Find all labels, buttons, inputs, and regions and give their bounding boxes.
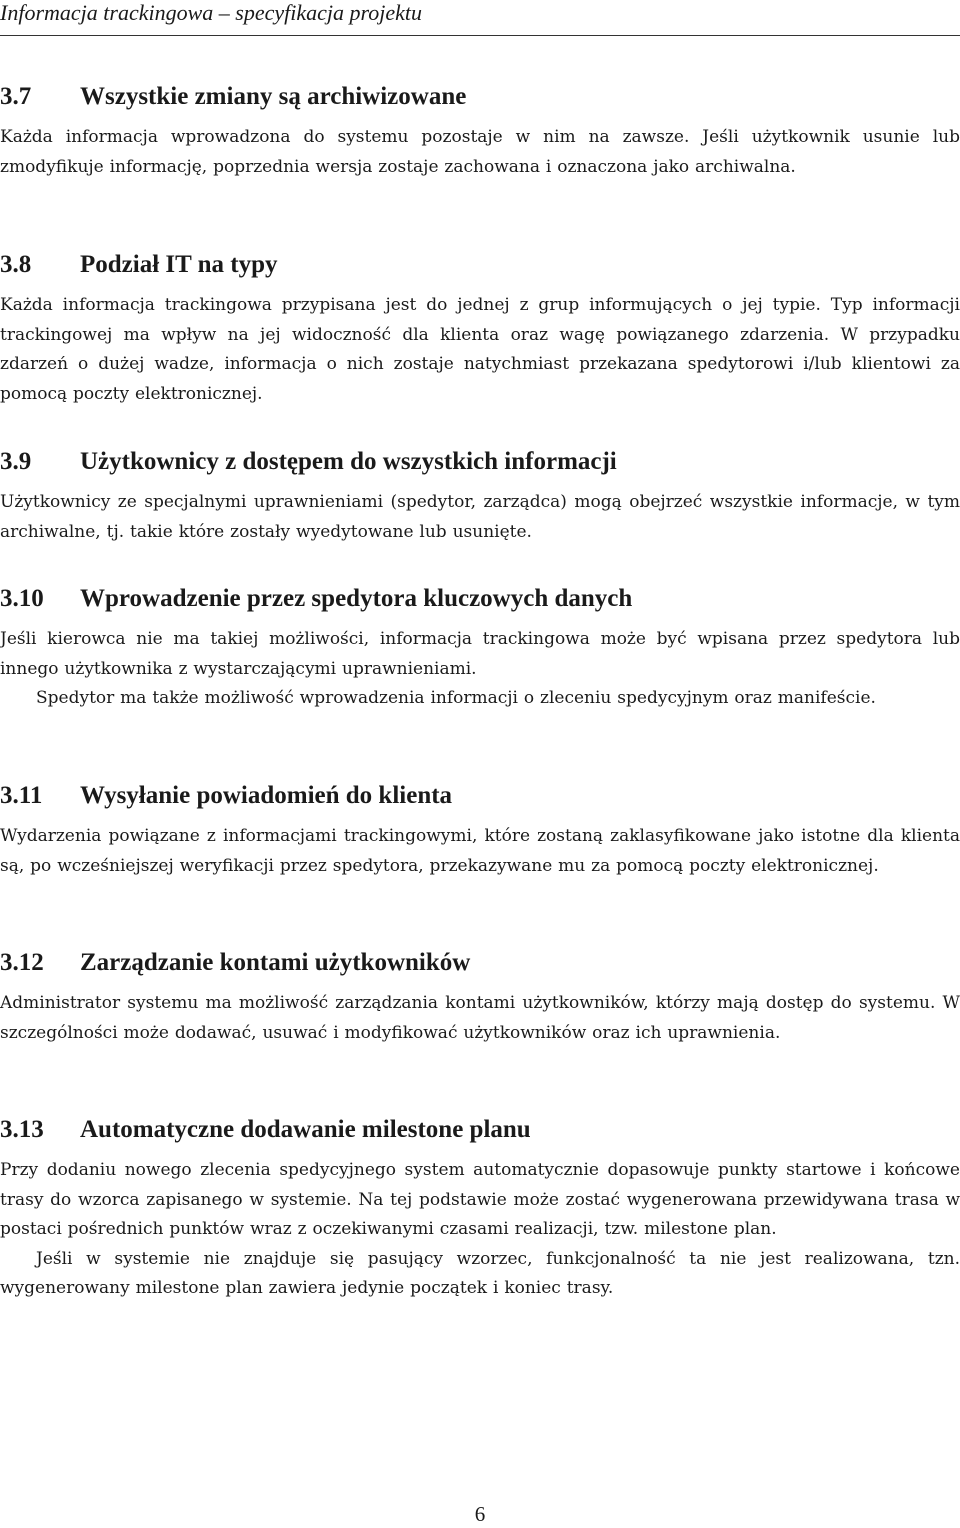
section-title: Podział IT na typy — [80, 251, 278, 278]
section-heading — [0, 947, 960, 979]
section-heading — [0, 446, 960, 478]
section-paragraph: Przy dodaniu nowego zlecenia spedycyjnego system automatycznie dopasowuje punkty startowe i końcowe trasy do wzorca zapisanego w systemie. Na tej podstawie może zostać wygenerowana przewidywana trasa w postaci pośrednich punktów wraz z oczekiwanymi czasami realizacji, tzw. milestone plan. — [0, 1160, 960, 1239]
section-heading — [0, 81, 960, 113]
section-paragraph: Jeśli kierowca nie ma takiej możliwości, informacja trackingowa może być wpisana przez spedytora lub innego użytkownika z wystarczającymi uprawnieniami. — [0, 629, 960, 679]
section-3-11 — [0, 780, 960, 881]
section-paragraph: Każda informacja trackingowa przypisana jest do jednej z grup informujących o jej typie. Typ informacji trackingowej ma wpływ na jej widoczność dla klienta oraz wagę powiązanego zdarzenia. W przypadku zdarzeń o dużej wadze, informacja o nich zostaje natychmiast przekazana spedytorowi i/lub klientowi za pomocą poczty elektronicznej. — [0, 295, 960, 404]
section-number: 3.8 — [0, 251, 32, 278]
section-title: Zarządzanie kontami użytkowników — [80, 949, 471, 976]
section-heading — [0, 780, 960, 812]
section-3-12 — [0, 947, 960, 1048]
section-paragraph: Wydarzenia powiązane z informacjami trackingowymi, które zostaną zaklasyfikowane jako istotne dla klienta są, po wcześniejszej weryfikacji przez spedytora, przekazywane mu za pomocą poczty elektronicznej. — [0, 826, 960, 876]
section-title: Automatyczne dodawanie milestone planu — [80, 1116, 531, 1143]
section-paragraph: Spedytor ma także możliwość wprowadzenia informacji o zleceniu spedycyjnym oraz manifeście. — [36, 688, 876, 708]
section-heading — [0, 249, 960, 281]
section-number: 3.7 — [0, 83, 32, 110]
section-heading — [0, 1114, 960, 1146]
section-number: 3.10 — [0, 585, 44, 612]
section-3-13 — [0, 1114, 960, 1304]
section-3-9 — [0, 446, 960, 547]
section-heading — [0, 583, 960, 615]
section-number: 3.12 — [0, 949, 44, 976]
section-3-7 — [0, 81, 960, 182]
section-paragraph: Jeśli w systemie nie znajduje się pasujący wzorzec, funkcjonalność ta nie jest realizowana, tzn. wygenerowany milestone plan zawiera jedynie początek i koniec trasy. — [0, 1248, 960, 1298]
section-title: Wszystkie zmiany są archiwizowane — [80, 83, 467, 110]
section-3-8 — [0, 249, 960, 409]
section-paragraph: Każda informacja wprowadzona do systemu pozostaje w nim na zawsze. Jeśli użytkownik usunie lub zmodyfikuje informację, poprzednia wersja zostaje zachowana i oznaczona jako archiwalna. — [0, 127, 960, 177]
section-3-10 — [0, 583, 960, 714]
page-number: 6 — [474, 1502, 486, 1526]
section-title: Użytkownicy z dostępem do wszystkich informacji — [80, 448, 617, 475]
section-paragraph: Użytkownicy ze specjalnymi uprawnieniami (spedytor, zarządca) mogą obejrzeć wszystkie informacje, w tym archiwalne, tj. takie które zostały wyedytowane lub usunięte. — [0, 492, 960, 542]
header-rule — [0, 35, 960, 36]
section-number: 3.11 — [0, 782, 43, 809]
section-paragraph: Administrator systemu ma możliwość zarządzania kontami użytkowników, którzy mają dostęp do systemu. W szczególności może dodawać, usuwać i modyfikować użytkowników oraz ich uprawnienia. — [0, 993, 960, 1043]
section-title: Wysyłanie powiadomień do klienta — [80, 782, 453, 809]
section-title: Wprowadzenie przez spedytora kluczowych danych — [80, 585, 633, 612]
section-number: 3.9 — [0, 448, 32, 475]
running-header: Informacja trackingowa – specyfikacja projektu — [0, 0, 422, 25]
section-number: 3.13 — [0, 1116, 44, 1143]
